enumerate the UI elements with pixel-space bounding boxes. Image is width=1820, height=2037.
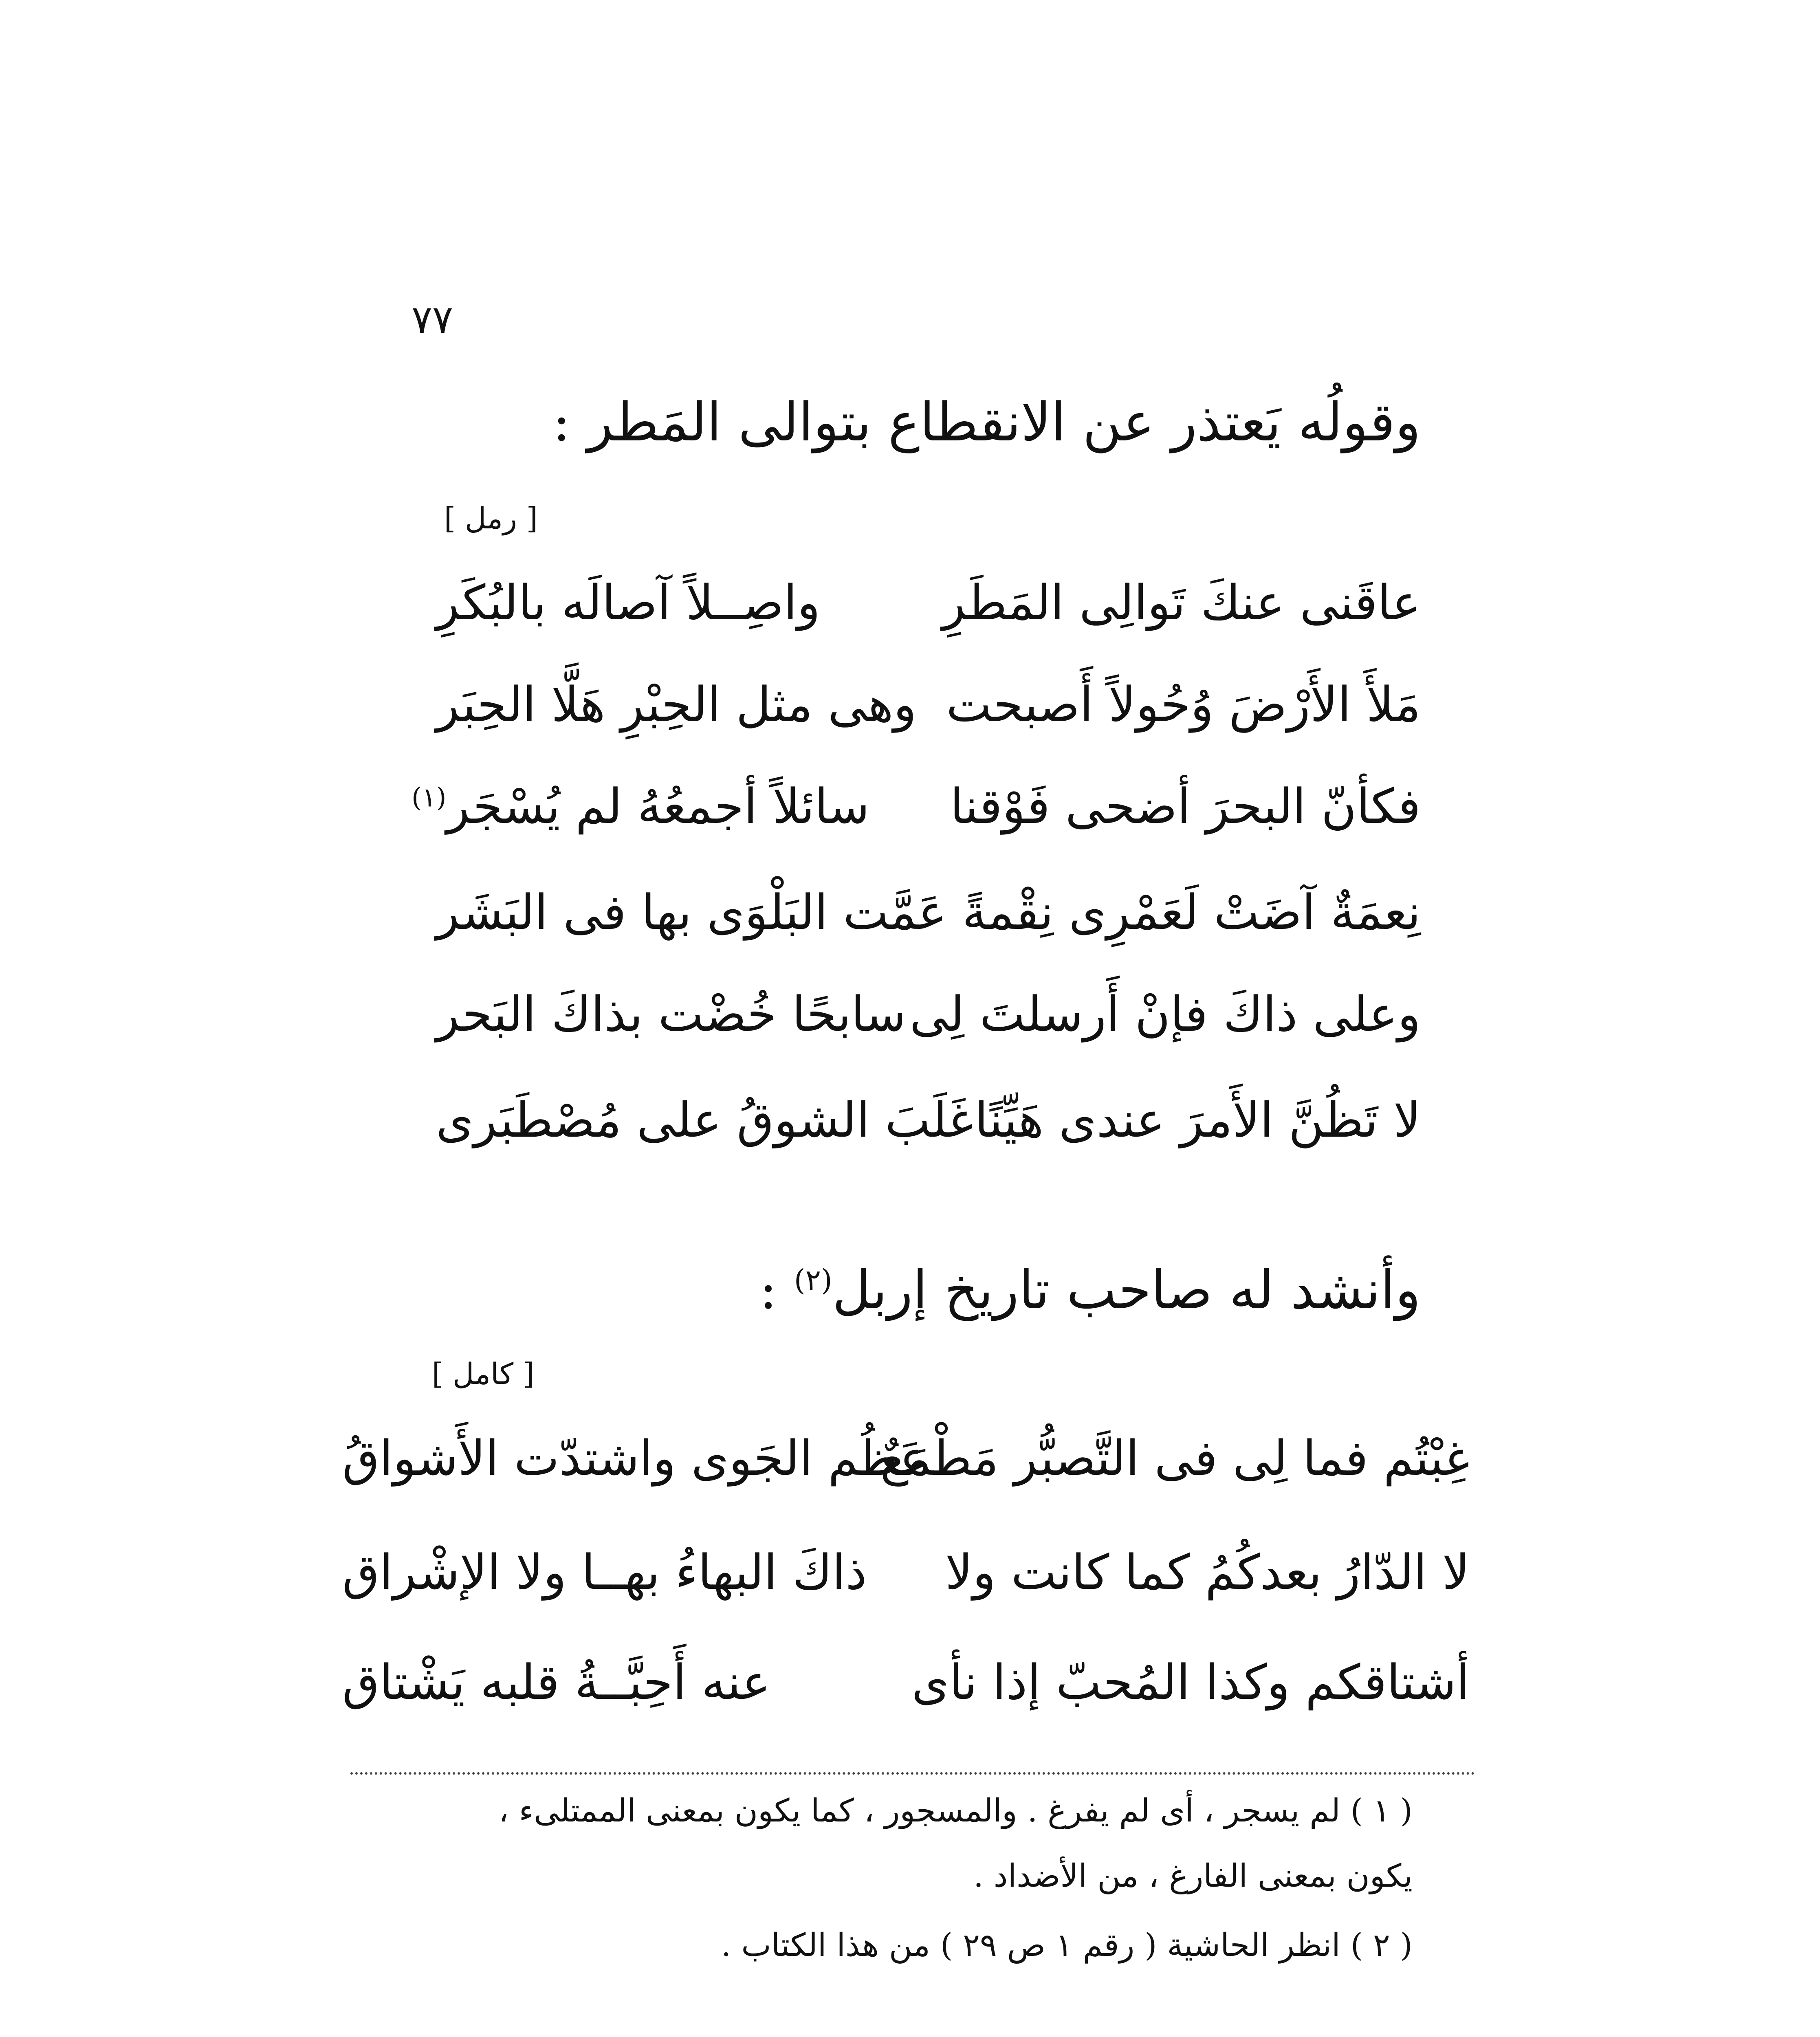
footnote-1-line-2: يكون بمعنى الفارغ ، من الأضداد . (973, 1858, 1413, 1894)
verse-9-left-hemistich: عنه أَحِبَّــةُ قلبه يَشْتاق (342, 1654, 771, 1710)
verse-4-left-hemistich: عَمَّت البَلْوَى بها فى البَشَر (436, 884, 947, 940)
verse-8-left-hemistich: ذاكَ البهاءُ بهــا ولا الإشْراق (342, 1544, 867, 1600)
verse-2-right-hemistich: مَلأَ الأَرْضَ وُحُولاً أَصبحت (946, 676, 1421, 733)
verse-8-right-hemistich: لا الدّارُ بعدكُمُ كما كانت ولا (945, 1544, 1470, 1600)
verse-2-left-hemistich: وهى مثل الحِبْرِ هَلَّا الحِبَر (436, 676, 917, 733)
section-1-intro: وقولُه يَعتذر عن الانقطاع بتوالى المَطر : (552, 391, 1421, 453)
footnote-1-ref: (١) (412, 782, 447, 813)
page-number: ٧٧ (412, 297, 453, 342)
section-2-intro (759, 1259, 1421, 1321)
verse-5-right-hemistich: وعلى ذاكَ فإنْ أَرسلتَ لِى (909, 986, 1421, 1042)
section-2-meter-label: [ كامل ] (432, 1357, 535, 1391)
verse-1-left-hemistich: واصِــلاً آصالَه بالبُكَرِ (436, 574, 821, 631)
footnote-1-line-1: ( ١ ) لم يسجر ، أى لم يفرغ . والمسجور ، كما يكون بمعنى الممتلىء ، (498, 1793, 1413, 1829)
verse-3-right-hemistich: فكأنّ البحرَ أضحى فَوْقنا (950, 778, 1421, 834)
verse-3-left-text: سائلاً أجمعُهُ لم يُسْجَر (446, 778, 870, 834)
section-1-meter-label: [ رمل ] (444, 501, 538, 535)
footnote-divider (350, 1772, 1475, 1775)
verse-6-left-hemistich: غَلَبَ الشوقُ على مُصْطَبَرى (436, 1092, 973, 1148)
footnote-2: ( ٢ ) انظر الحاشية ( رقم ١ ص ٢٩ ) من هذا الكتاب . (721, 1927, 1413, 1964)
verse-9-right-hemistich: أشتاقكم وكذا المُحبّ إذا نأى (911, 1654, 1470, 1710)
verse-7-right-hemistich: غِبْتُم فما لِى فى التَّصبُّر مَطْمَعٌ (880, 1430, 1470, 1486)
verse-3-left-hemistich (412, 778, 869, 834)
verse-7-left-hemistich: عَظُم الجَوى واشتدّت الأَشواقُ (342, 1430, 929, 1486)
footnote-2-ref: (٢) (794, 1263, 832, 1297)
verse-1-right-hemistich: عاقَنى عنكَ تَوالِى المَطَرِ (942, 574, 1421, 631)
verse-5-left-hemistich: سابحًا خُضْت بذاكَ البَحر (436, 986, 906, 1042)
section-2-intro-text: وأنشد له صاحب تاريخ إربل (832, 1259, 1421, 1321)
verse-4-right-hemistich: نِعمَةٌ آضَتْ لَعَمْرِى نِقْمةً (962, 884, 1421, 940)
verse-6-right-hemistich: لا تَظُنَّ الأَمرَ عندى هَيِّنًا (975, 1092, 1421, 1148)
section-2-intro-colon: : (759, 1259, 794, 1321)
